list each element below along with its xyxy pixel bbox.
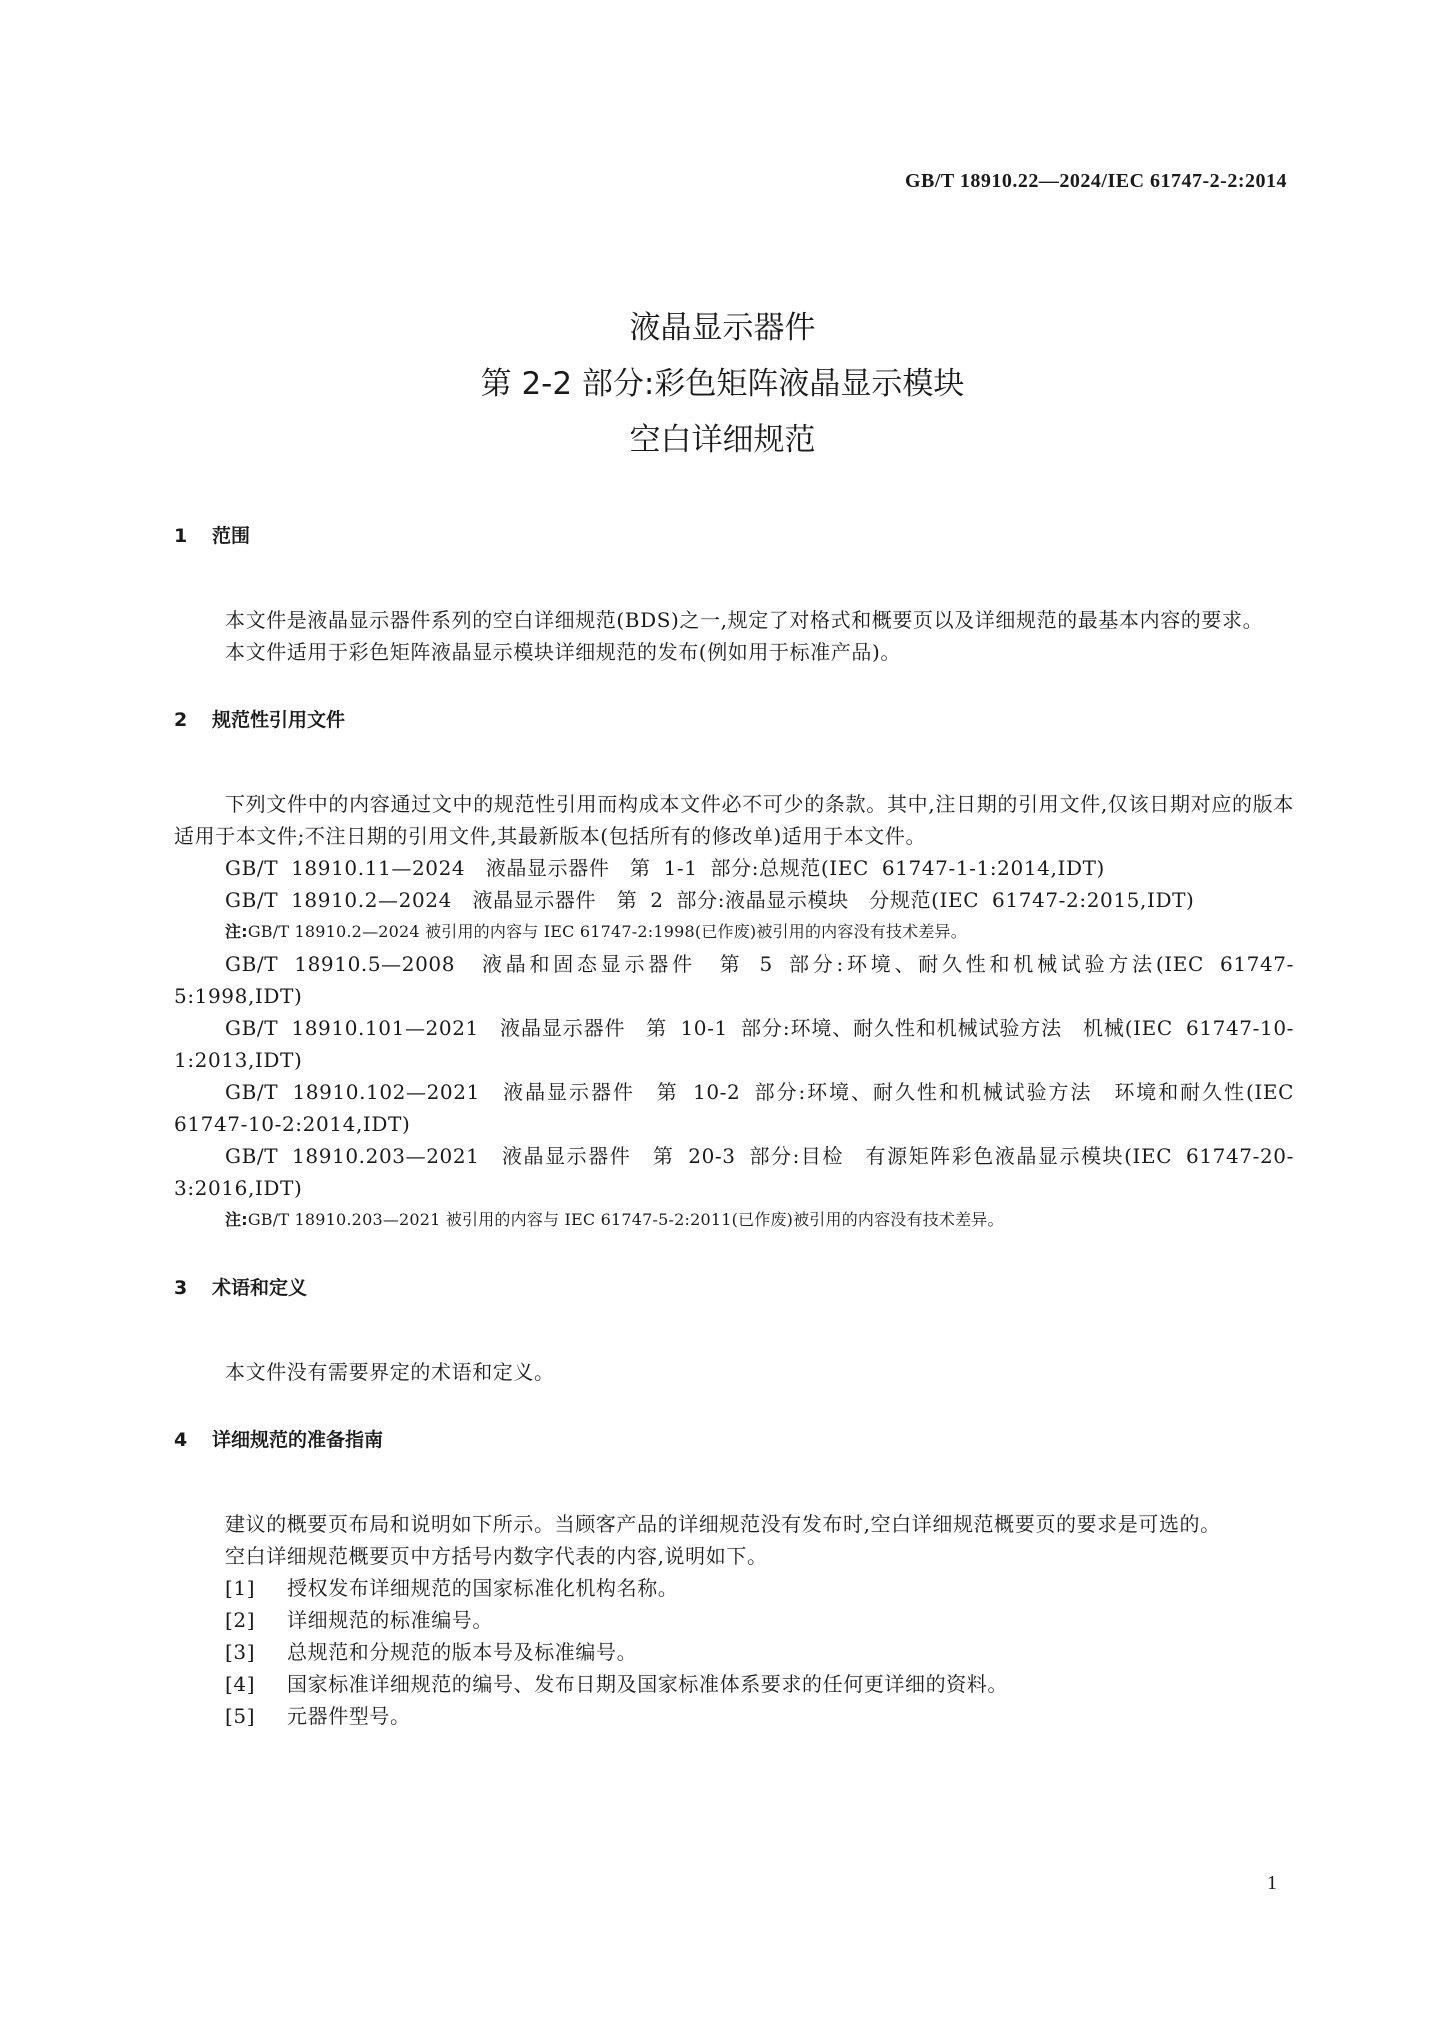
note [174,916,1294,948]
title-line-1: 液晶显示器件 [629,310,816,346]
list-item [174,1636,1294,1668]
document-title [0,300,1445,468]
reference-entry: GB/T 18910.11—2024 液晶显示器件 第 1-1 部分:总规范(IEC 61747-1-1:2014,IDT) [225,856,1105,880]
note-text: GB/T 18910.2—2024 被引用的内容与 IEC 61747-2:1998(已作废)被引用的内容没有技术差异。 [247,922,967,941]
item-mark: [4] [225,1672,256,1696]
reference-entry: GB/T 18910.102—2021 液晶显示器件 第 10-2 部分:环境、耐久性和机械试验方法 环境和耐久性(IEC 61747-10-2:2014,IDT) [174,1080,1294,1136]
item-mark: [3] [225,1640,256,1664]
note [174,1204,1294,1236]
section-title: 详细规范的准备指南 [212,1429,384,1451]
section-2-heading [174,704,1294,736]
paragraph: 本文件没有需要界定的术语和定义。 [225,1360,555,1384]
paragraph: 建议的概要页布局和说明如下所示。当顾客产品的详细规范没有发布时,空白详细规范概要页的要求是可选的。 [225,1512,1221,1536]
section-1-heading [174,520,1294,552]
item-text: 详细规范的标准编号。 [287,1608,493,1632]
standard-code-header: GB/T 18910.22—2024/IEC 61747-2-2:2014 [904,170,1287,192]
item-mark: [1] [225,1576,256,1600]
section-number: 3 [174,1277,188,1299]
note-text: GB/T 18910.203—2021 被引用的内容与 IEC 61747-5-2:2011(已作废)被引用的内容没有技术差异。 [247,1210,1004,1229]
title-line-3: 空白详细规范 [629,422,816,458]
item-text: 国家标准详细规范的编号、发布日期及国家标准体系要求的任何更详细的资料。 [287,1672,1008,1696]
paragraph: 空白详细规范概要页中方括号内数字代表的内容,说明如下。 [225,1544,768,1568]
note-label: 注: [225,1210,248,1229]
title-line-2: 第 2-2 部分:彩色矩阵液晶显示模块 [480,366,965,402]
section-title: 规范性引用文件 [212,709,346,731]
paragraph: 本文件适用于彩色矩阵液晶显示模块详细规范的发布(例如用于标准产品)。 [225,640,902,664]
page-number: 1 [1267,1872,1277,1894]
list-item [174,1572,1294,1604]
section-number: 4 [174,1429,188,1451]
reference-entry: GB/T 18910.203—2021 液晶显示器件 第 20-3 部分:目检 有源矩阵彩色液晶显示模块(IEC 61747-20-3:2016,IDT) [174,1144,1294,1200]
note-label: 注: [225,922,248,941]
list-item [174,1604,1294,1636]
paragraph: 下列文件中的内容通过文中的规范性引用而构成本文件必不可少的条款。其中,注日期的引用文件,仅该日期对应的版本适用于本文件;不注日期的引用文件,其最新版本(包括所有的修改单)适用于本文件。 [174,792,1294,848]
item-mark: [2] [225,1608,256,1632]
item-mark: [5] [225,1704,256,1728]
item-text: 元器件型号。 [287,1704,411,1728]
section-title: 范围 [212,525,251,547]
reference-entry: GB/T 18910.5—2008 液晶和固态显示器件 第 5 部分:环境、耐久性和机械试验方法(IEC 61747-5:1998,IDT) [174,952,1294,1008]
paragraph: 本文件是液晶显示器件系列的空白详细规范(BDS)之一,规定了对格式和概要页以及详细规范的最基本内容的要求。 [225,608,1264,632]
section-number: 1 [174,525,188,547]
item-text: 总规范和分规范的版本号及标准编号。 [287,1640,638,1664]
section-title: 术语和定义 [212,1277,308,1299]
item-text: 授权发布详细规范的国家标准化机构名称。 [287,1576,679,1600]
section-4-heading [174,1424,1294,1456]
document-body [174,520,1294,1732]
list-item [174,1668,1294,1700]
reference-entry: GB/T 18910.2—2024 液晶显示器件 第 2 部分:液晶显示模块 分规范(IEC 61747-2:2015,IDT) [225,888,1195,912]
list-item [174,1700,1294,1732]
section-number: 2 [174,709,188,731]
section-3-heading [174,1272,1294,1304]
reference-entry: GB/T 18910.101—2021 液晶显示器件 第 10-1 部分:环境、耐久性和机械试验方法 机械(IEC 61747-10-1:2013,IDT) [174,1016,1294,1072]
